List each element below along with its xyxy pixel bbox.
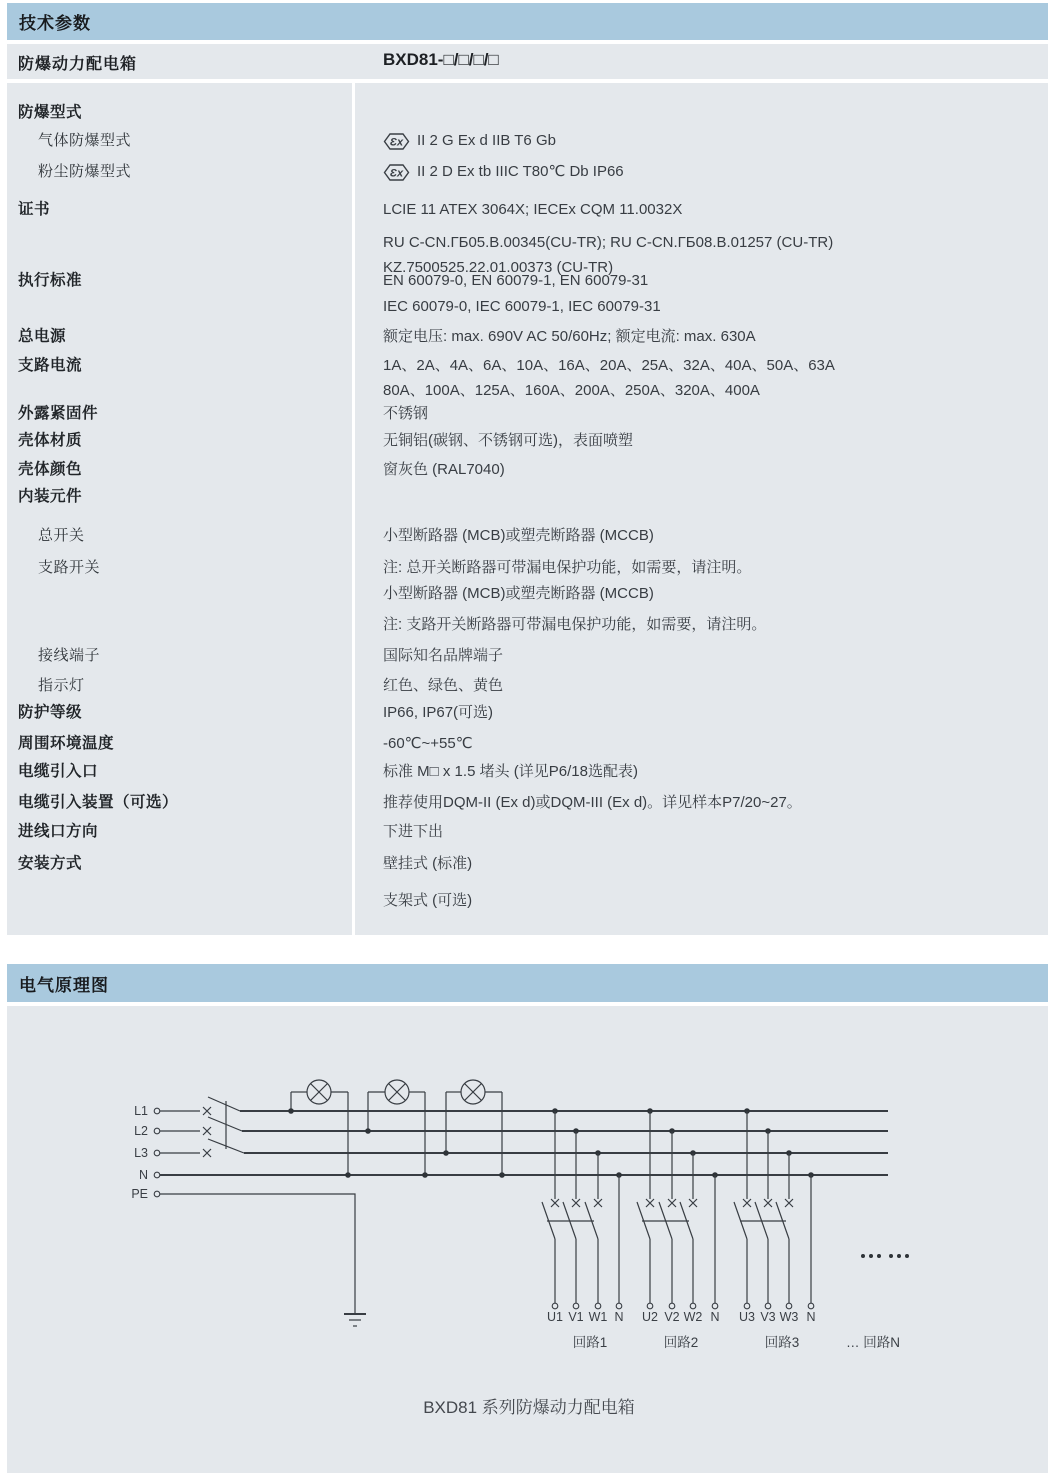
svg-text:N: N: [806, 1310, 816, 1324]
branch-circuit-2: [637, 1108, 720, 1350]
svg-text:W1: W1: [588, 1310, 608, 1324]
spec-value: 无铜铝(碳钢、不锈钢可选)，表面喷塑: [383, 432, 633, 449]
circuit-n-label: … 回路N: [846, 1335, 900, 1350]
spec-value: EN 60079-0, EN 60079-1, EN 60079-31: [383, 272, 649, 289]
branch-circuit-3: [734, 1108, 816, 1350]
input-terminals: [154, 1108, 160, 1197]
spec-label: 执行标准: [18, 272, 83, 289]
spec-value: 推荐使用DQM-II (Ex d)或DQM-III (Ex d)。详见样本P7/20~27。: [383, 794, 802, 811]
spec-label: 壳体颜色: [18, 461, 83, 478]
spec-value: LCIE 11 ATEX 3064X; IECEx CQM 11.0032X: [383, 201, 683, 218]
spec-value: IP66, IP67(可选): [383, 704, 494, 721]
spec-value: 小型断路器 (MCB)或塑壳断路器 (MCCB): [383, 585, 654, 602]
spec-value: 不锈钢: [383, 405, 429, 422]
svg-text:U1: U1: [547, 1310, 563, 1324]
diagram-caption: BXD81 系列防爆动力配电箱: [423, 1398, 635, 1417]
svg-text:N: N: [710, 1310, 720, 1324]
product-model-code: BXD81-□/□/□/□: [383, 50, 499, 69]
spec-value: 额定电压: max. 690V AC 50/60Hz; 额定电流: max. 630A: [383, 328, 756, 345]
spec-label: 支路开关: [38, 559, 101, 576]
svg-text:回路3: 回路3: [764, 1335, 800, 1350]
main-switch: [160, 1097, 244, 1157]
spec-value: 注: 支路开关断路器可带漏电保护功能，如需要，请注明。: [383, 616, 767, 633]
spec-label: 防护等级: [18, 704, 83, 721]
spec-value: 注: 总开关断路器可带漏电保护功能，如需要，请注明。: [383, 559, 752, 576]
spec-value: KZ.7500525.22.01.00373 (CU-TR): [383, 259, 614, 276]
pe-conductor: [160, 1194, 355, 1314]
spec-label: 接线端子: [38, 647, 101, 664]
svg-text:Ɛx: Ɛx: [389, 167, 404, 179]
spec-label: 周围环境温度: [18, 735, 115, 752]
spec-label: 外露紧固件: [18, 405, 99, 422]
section-title-tech-params: 技术参数: [19, 14, 91, 33]
spec-value: 80A、100A、125A、160A、200A、250A、320A、400A: [383, 382, 760, 399]
spec-label: 证书: [18, 201, 51, 218]
spec-label: 总开关: [38, 527, 85, 544]
spec-label: 总电源: [18, 328, 67, 345]
section-title-schematic: 电气原理图: [19, 975, 109, 995]
svg-text:回路1: 回路1: [572, 1335, 608, 1350]
spec-table: [7, 83, 1048, 935]
spec-value: 1A、2A、4A、6A、10A、16A、20A、25A、32A、40A、50A、63A: [383, 357, 835, 374]
section-band-tech-params: [7, 3, 1048, 40]
spec-value: 红色、绿色、黄色: [383, 677, 504, 694]
spec-value: Ɛx II 2 D Ex tb IIIC T80℃ Db IP66: [383, 161, 624, 183]
svg-text:L1: L1: [134, 1104, 148, 1118]
svg-text:N: N: [614, 1310, 624, 1324]
svg-text:W2: W2: [683, 1310, 703, 1324]
schematic-panel: [7, 1006, 1048, 1473]
product-name: 防爆动力配电箱: [18, 56, 138, 73]
svg-text:V1: V1: [568, 1310, 584, 1324]
spec-label: 进线口方向: [18, 823, 99, 840]
indicator-lamp-3: [443, 1080, 505, 1178]
spec-label: 内装元件: [18, 488, 83, 505]
phase-buses: [160, 1111, 888, 1175]
branch-circuit-1: [542, 1108, 624, 1350]
svg-text:V3: V3: [760, 1310, 776, 1324]
bus-labels: [131, 1104, 148, 1201]
spec-label: 气体防爆型式: [38, 132, 132, 149]
svg-text:Ɛx: Ɛx: [389, 136, 404, 148]
spec-value: 下进下出: [383, 823, 444, 840]
spec-value: 小型断路器 (MCB)或塑壳断路器 (MCCB): [383, 527, 654, 544]
spec-value: IEC 60079-0, IEC 60079-1, IEC 60079-31: [383, 298, 661, 315]
svg-text:PE: PE: [131, 1187, 148, 1201]
svg-text:回路2: 回路2: [663, 1335, 699, 1350]
ground-symbol: [344, 1314, 366, 1326]
spec-value: 窗灰色 (RAL7040): [383, 461, 505, 478]
spec-label: 壳体材质: [18, 432, 83, 449]
spec-value: -60℃~+55℃: [383, 735, 473, 752]
spec-label: 电缆引入口: [18, 763, 99, 780]
circuit-diagram: [7, 1006, 1048, 1473]
spec-value: 支架式 (可选): [383, 892, 473, 909]
spec-label: 粉尘防爆型式: [38, 163, 132, 180]
svg-text:N: N: [138, 1168, 148, 1182]
spec-value: 国际知名品牌端子: [383, 647, 504, 664]
svg-text:U2: U2: [642, 1310, 658, 1324]
spec-value: Ɛx II 2 G Ex d IIB T6 Gb: [383, 130, 556, 152]
section-band-schematic: [7, 964, 1048, 1002]
svg-text:W3: W3: [779, 1310, 799, 1324]
spec-label: 安装方式: [18, 855, 83, 872]
more-circuits-ellipsis: [861, 1254, 909, 1258]
indicator-lamp-1: [288, 1080, 351, 1178]
spec-value: RU C-CN.ГБ05.В.00345(CU-TR); RU C-CN.ГБ08.В.01257 (CU-TR): [383, 234, 834, 251]
svg-text:V2: V2: [664, 1310, 680, 1324]
column-divider: [352, 83, 355, 935]
product-header-row: [7, 44, 1048, 79]
spec-value: 壁挂式 (标准): [383, 855, 473, 872]
spec-label: 指示灯: [38, 677, 85, 694]
spec-label: 支路电流: [18, 357, 83, 374]
ex-mark-icon: [383, 163, 410, 182]
svg-text:U3: U3: [739, 1310, 755, 1324]
svg-text:L3: L3: [134, 1146, 148, 1160]
spec-label: 防爆型式: [18, 104, 83, 121]
svg-text:L2: L2: [134, 1124, 148, 1138]
ex-mark-icon: [383, 132, 410, 151]
spec-value: 标准 M□ x 1.5 堵头 (详见P6/18选配表): [383, 763, 638, 780]
spec-label: 电缆引入装置（可选）: [18, 794, 179, 811]
indicator-lamp-2: [365, 1080, 428, 1178]
